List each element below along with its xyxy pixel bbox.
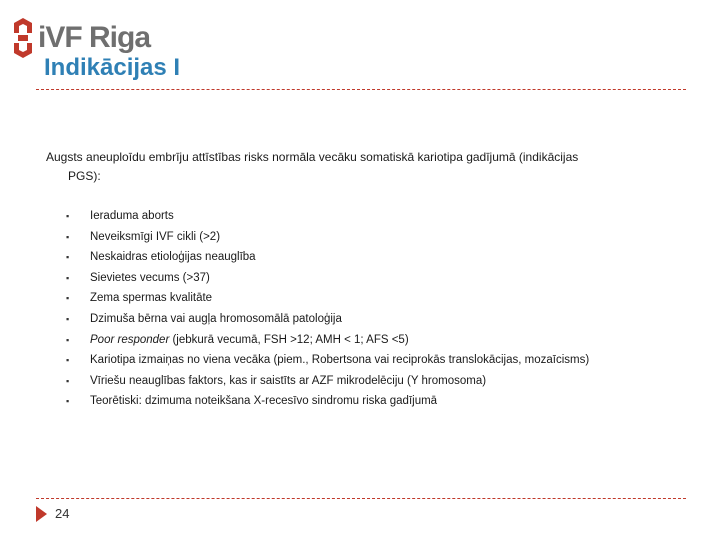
list-item [66,248,589,269]
logo-wordmark: iVF Riga [38,21,151,54]
slide-arrow-icon [36,506,47,522]
list-item [66,228,589,249]
list-item-text: Neveiksmīgi IVF cikli (>2) [90,230,221,243]
bottom-divider [36,498,686,499]
list-item-text: Poor responder [90,333,170,346]
bullet-icon: ▪ [66,396,70,407]
bullet-icon: ▪ [66,211,70,221]
bullet-icon: ▪ [66,355,70,366]
list-item [66,372,589,393]
list-item-text: Neskaidras etioloģijas neauglība [90,251,256,264]
top-divider [36,89,686,90]
list-item-text: Dzimuša bērna vai augļa hromosomālā patoloģija [90,312,342,325]
bullet-icon: ▪ [66,252,70,263]
list-item [66,269,589,290]
list-item-text: (jebkurā vecumā, FSH >12; AMH < 1; AFS <5) [169,333,409,346]
lead-paragraph [46,148,676,186]
bullet-icon: ▪ [66,313,70,324]
bullet-icon: ▪ [66,375,70,386]
lead-line-2: PGS): [68,169,101,183]
slide-title: Indikācijas I [44,54,181,81]
list-item-text: Teorētiski: dzimuma noteikšana X-recesīvo sindromu riska gadījumā [90,395,438,408]
list-item-text: Zema spermas kvalitāte [90,292,213,305]
page-number: 24 [55,506,70,521]
logo-mark-icon [12,16,34,60]
list-item-text: Kariotipa izmaiņas no viena vecāka (piem., Robertsona vai reciprokās translokācijas, mozaīcisms) [90,354,590,367]
lead-line-1: Augsts aneuploīdu embrīju attīstības risks normāla vecāku somatiskā kariotipa gadījumā (indikācijas [46,150,579,164]
bullet-icon: ▪ [66,231,70,242]
list-item [66,207,589,228]
list-item [66,289,589,310]
indications-list [66,207,589,413]
list-item [66,392,589,413]
list-item [66,331,589,352]
list-item [66,351,589,372]
list-item [66,310,589,331]
list-item-text: Ieraduma aborts [90,210,174,222]
bullet-icon: ▪ [66,272,70,283]
bullet-icon: ▪ [66,334,70,345]
bullet-icon: ▪ [66,293,70,304]
list-item-text: Vīriešu neauglības faktors, kas ir saistīts ar AZF mikrodelēciju (Y hromosoma) [90,374,487,387]
list-item-text: Sievietes vecums (>37) [90,271,210,284]
